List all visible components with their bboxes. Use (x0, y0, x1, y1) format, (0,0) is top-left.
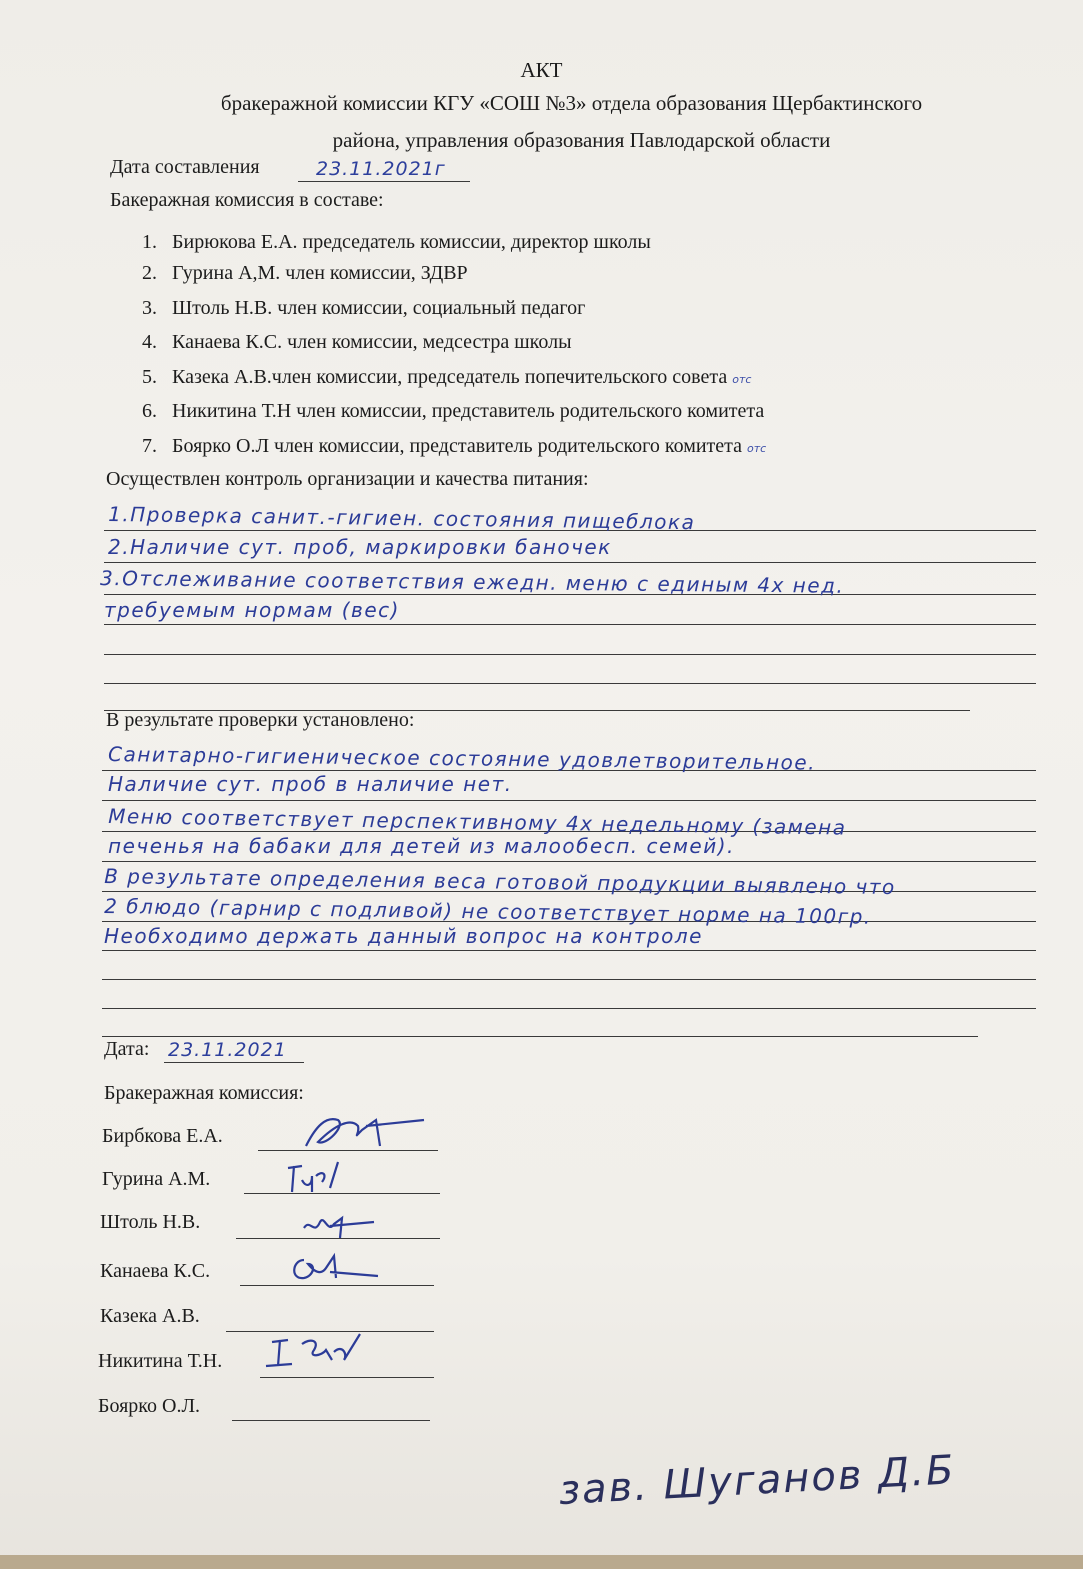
result-line-rule (102, 1036, 978, 1037)
footer-handwritten-note: зав. Шуганов Д.Б (557, 1447, 957, 1514)
commission-member: 7. Боярко О.Л член комиссии, представитель родительского комитета отс (142, 435, 767, 457)
result-line-rule (102, 861, 1036, 862)
signatures-label: Бракеражная комиссия: (104, 1082, 304, 1104)
control-label: Осуществлен контроль организации и качества питания: (106, 468, 589, 490)
signatory-name: Никитина Т.Н. (98, 1350, 223, 1372)
commission-member: 3. Штоль Н.В. член комиссии, социальный педагог (142, 297, 586, 319)
result-line: 2 блюдо (гарнир с подливой) не соответствует норме на 100гр. (104, 894, 872, 929)
absent-note: отс (747, 442, 767, 455)
signature-line (232, 1420, 430, 1421)
commission-member: 1. Бирюкова Е.А. председатель комиссии, директор школы (142, 231, 651, 253)
date-signed-value: 23.11.2021 (168, 1039, 287, 1061)
handwritten-signature (282, 1158, 352, 1198)
commission-member: 5. Казека А.В.член комиссии, председатель попечительского совета отс (142, 366, 752, 388)
result-line: Наличие сут. проб в наличие нет. (108, 772, 513, 796)
signatory-name: Казека А.В. (100, 1305, 200, 1327)
result-line: Меню соответствует перспективному 4х недельному (замена (108, 804, 847, 840)
control-line-rule (104, 654, 1036, 655)
date-compiled-underline (298, 181, 470, 182)
handwritten-signature (296, 1106, 426, 1156)
date-signed-underline (164, 1062, 304, 1063)
table-surface (0, 1555, 1083, 1569)
signatory-name: Бирбкова Е.А. (102, 1125, 223, 1147)
absent-note: отс (732, 373, 752, 386)
commission-member: 4. Канаева К.С. член комиссии, медсестра школы (142, 331, 572, 353)
control-line: 2.Наличие сут. проб, маркировки баночек (108, 535, 612, 559)
result-line-rule (102, 979, 1036, 980)
document-subtitle-line1: бракеражной комиссии КГУ «СОШ №3» отдела образования Щербактинского (220, 91, 923, 115)
signatory-name: Гурина А.М. (102, 1168, 211, 1190)
document-title: АКТ (520, 58, 563, 82)
result-line-rule (102, 800, 1036, 801)
result-line: Санитарно-гигиеническое состояние удовлетворительное. (108, 742, 817, 775)
result-line-rule (102, 950, 1036, 951)
result-line: печенья на бабаки для детей из малообесп. семей). (108, 834, 735, 858)
control-line: требуемым нормам (вес) (104, 598, 400, 622)
signatory-name: Боярко О.Л. (98, 1395, 201, 1417)
signature-line (260, 1377, 434, 1378)
control-line-rule (104, 683, 1036, 684)
handwritten-signature (262, 1330, 372, 1376)
result-line: В результате определения веса готовой продукции выявлено что (104, 864, 896, 900)
commission-label: Бакеражная комиссия в составе: (110, 189, 384, 211)
date-signed-label: Дата: (104, 1038, 150, 1060)
date-compiled-label: Дата составления (110, 156, 260, 178)
signatory-name: Штоль Н.В. (100, 1211, 201, 1233)
result-label: В результате проверки установлено: (106, 709, 415, 731)
date-compiled-value: 23.11.2021г (316, 158, 446, 180)
handwritten-signature (286, 1250, 382, 1286)
handwritten-signature (300, 1208, 376, 1242)
commission-member: 2. Гурина А,М. член комиссии, ЗДВР (142, 262, 468, 284)
control-line: 1.Проверка санит.-гигиен. состояния пищеблока (108, 502, 696, 535)
control-line-rule (104, 624, 1036, 625)
signatory-name: Канаева К.С. (100, 1260, 211, 1282)
control-line-rule (104, 562, 1036, 563)
document-subtitle-line2: района, управления образования Павлодарской области (332, 128, 831, 152)
result-line-rule (102, 1008, 1036, 1009)
control-line: 3.Отслеживание соответствия ежедн. меню с единым 4х нед. (100, 566, 845, 598)
commission-member: 6. Никитина Т.Н член комиссии, представитель родительского комитета (142, 400, 765, 422)
result-line: Необходимо держать данный вопрос на контроле (104, 924, 703, 948)
